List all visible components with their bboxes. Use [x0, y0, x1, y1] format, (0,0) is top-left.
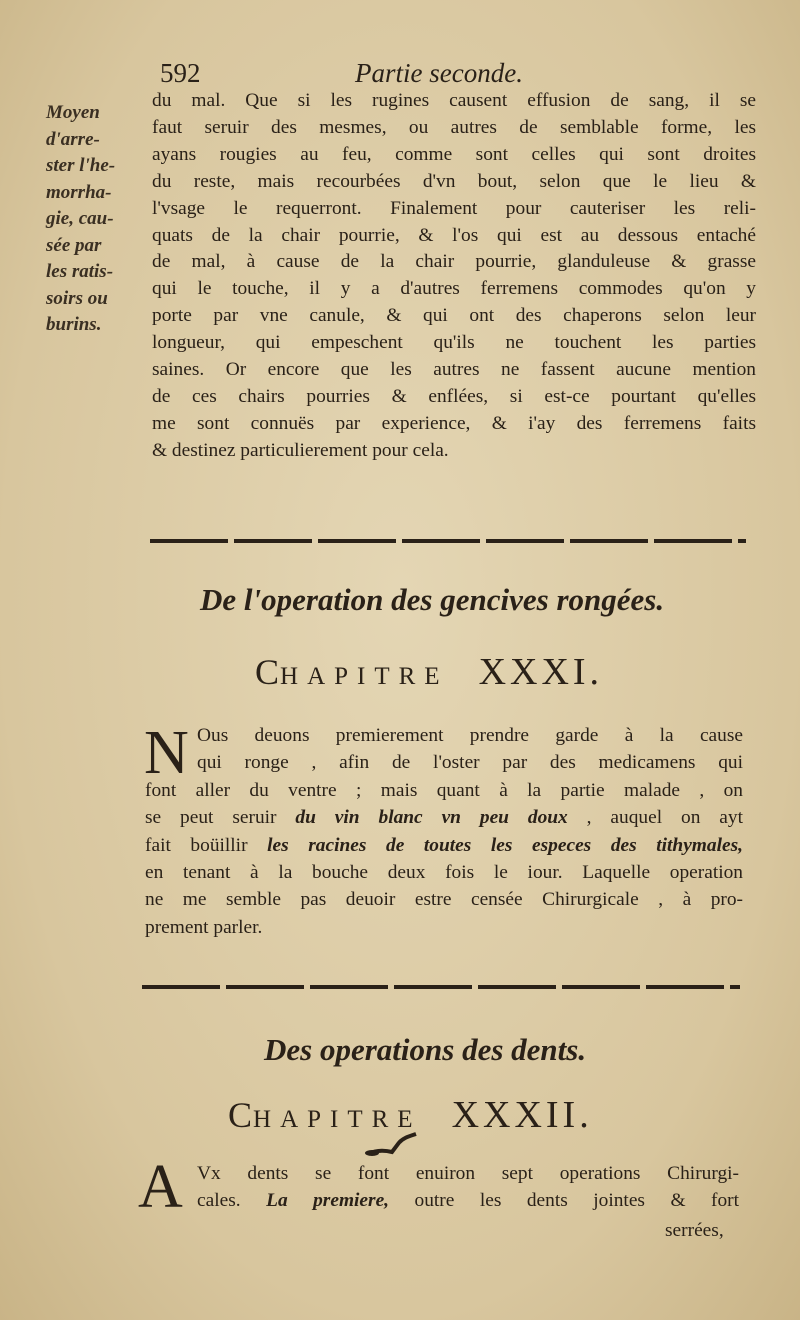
margin-note-line: les ratis- — [46, 261, 114, 282]
section-title: Des operations des dents. — [264, 1032, 587, 1067]
text-line: qui ronge , afin de l'oster par des medicamens qui — [197, 752, 743, 774]
margin-note-line: d'arre- — [46, 128, 100, 150]
paragraph-3 — [145, 1160, 739, 1215]
chapter-word: CHAPITRE — [228, 1095, 422, 1135]
text-line: de ces chairs pourries & enflées, si est-ce pourtant qu'elles — [152, 385, 756, 407]
italic-run: les racines de toutes les especes des tithymales, — [267, 834, 743, 856]
paragraph-1 — [152, 88, 756, 465]
text-line: ne me semble pas deuoir estre censée Chirurgicale , à pro- — [145, 889, 743, 911]
text-line: en tenant à la bouche deux fois le iour. Laquelle operation — [145, 862, 743, 884]
margin-note-line: Moyen — [46, 102, 100, 123]
text-run: , auquel on ayt — [567, 807, 743, 829]
text-line: du reste, mais recourbées d'vn bout, selon que le lieu & — [152, 170, 756, 192]
text-line: quats de la chair pourrie, & l'os qui est au dessous entaché — [152, 224, 756, 246]
italic-run: du vin blanc vn peu doux — [295, 807, 568, 829]
section-divider — [142, 985, 740, 989]
text-line: & destinez particulierement pour cela. — [152, 439, 449, 461]
margin-note-line: sée par — [46, 234, 102, 256]
section-divider — [150, 539, 746, 543]
text-line: longueur, qui empeschent qu'ils ne touchent les parties — [152, 332, 756, 354]
chapter-word: CHAPITRE — [255, 652, 449, 692]
chapter-number: XXXI. — [478, 651, 604, 693]
margin-note-line: burins. — [46, 314, 102, 335]
text-line: de mal, à cause de la chair pourrie, glanduleuse & grasse — [152, 251, 756, 273]
text-line — [145, 804, 743, 831]
drop-cap: A — [138, 1153, 183, 1221]
text-line: prement parler. — [145, 916, 263, 938]
text-run: fait boüillir — [145, 834, 268, 856]
text-run: cales. — [197, 1190, 241, 1212]
chapter-number: XXXII. — [451, 1094, 593, 1136]
drop-cap: N — [144, 719, 189, 787]
text-line: faut seruir des mesmes, ou autres de semblable forme, les — [152, 116, 756, 138]
text-line: Vx dents se font enuiron sept operations Chirurgi- — [197, 1163, 739, 1184]
catchword: serrées, — [665, 1220, 724, 1241]
margin-note — [46, 100, 154, 339]
text-run: se peut seruir — [145, 807, 296, 829]
text-run: outre les dents jointes & fort — [414, 1190, 740, 1212]
text-line — [145, 832, 743, 859]
text-line: Ous deuons premierement prendre garde à la cause — [197, 725, 743, 746]
text-line: l'vsage le requerront. Finalement pour cauteriser les reli- — [152, 197, 756, 219]
margin-note-line: gie, cau- — [46, 208, 114, 229]
text-line: font aller du ventre ; mais quant à la partie malade , on — [145, 779, 743, 801]
text-line: qui le touche, il y a d'autres ferremens commodes qu'on y — [152, 278, 756, 300]
margin-note-line: ster l'he- — [46, 155, 116, 176]
margin-note-line: soirs ou — [46, 287, 108, 309]
text-line: porte par vne canule, & qui ont des chaperons selon leur — [152, 305, 756, 327]
text-line: me sont connuës par experience, & i'ay des ferremens faits — [152, 412, 756, 434]
text-line: du mal. Que si les rugines causent effusion de sang, il se — [152, 90, 756, 111]
section-title: De l'operation des gencives rongées. — [200, 582, 665, 617]
margin-note-line: morrha- — [46, 181, 112, 203]
text-line — [145, 1187, 739, 1214]
text-line: ayans rougies au feu, comme sont celles qui sont droites — [152, 143, 756, 165]
chapter-heading — [228, 1093, 593, 1137]
running-title: Partie seconde. — [355, 58, 523, 88]
italic-run: La premiere, — [266, 1190, 390, 1212]
text-line: saines. Or encore que les autres ne fassent aucune mention — [152, 359, 756, 381]
chapter-heading — [255, 650, 603, 694]
paragraph-2 — [144, 719, 743, 941]
page-number: 592 — [160, 58, 201, 88]
